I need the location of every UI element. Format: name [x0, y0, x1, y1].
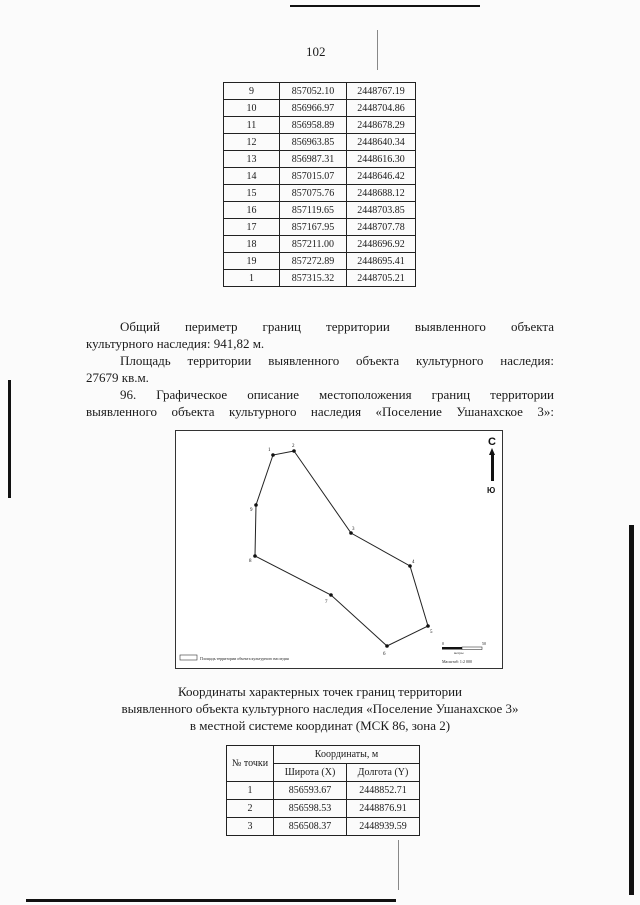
point-number: 18 — [224, 236, 280, 253]
scale-units: метры — [454, 651, 464, 655]
table-row — [224, 168, 416, 185]
header-point-number: № точки — [227, 746, 274, 782]
boundary-point-5 — [426, 624, 430, 628]
boundary-point-label-3: 3 — [352, 527, 355, 532]
coord-y: 2448688.12 — [347, 185, 416, 202]
boundary-point-label-6: 6 — [383, 652, 386, 657]
boundary-map-svg — [176, 431, 502, 668]
point-number: 13 — [224, 151, 280, 168]
table-row — [224, 151, 416, 168]
coord-x: 857052.10 — [280, 83, 347, 100]
header-latitude: Широта (X) — [274, 764, 347, 782]
table-header-row — [227, 746, 420, 764]
point-number: 1 — [224, 270, 280, 287]
graphic-description-paragraph — [86, 386, 554, 420]
perimeter-paragraph — [86, 318, 554, 352]
scan-line-left — [8, 380, 11, 498]
coord-x: 857167.95 — [280, 219, 347, 236]
caption-line-3: в местной системе координат (МСК 86, зона 2) — [189, 718, 451, 733]
table-row — [224, 219, 416, 236]
point-number: 17 — [224, 219, 280, 236]
boundary-point-8 — [253, 554, 257, 558]
boundary-polygon — [255, 451, 428, 646]
boundary-point-label-8: 8 — [249, 559, 252, 564]
boundary-map — [175, 430, 503, 669]
table-row — [224, 253, 416, 270]
table-row — [224, 236, 416, 253]
coord-y: 2448852.71 — [347, 782, 420, 800]
point-number: 16 — [224, 202, 280, 219]
boundary-point-label-1: 1 — [268, 448, 271, 453]
north-label: С — [488, 436, 496, 448]
boundary-point-label-9: 9 — [250, 508, 253, 513]
boundary-points — [249, 444, 433, 657]
coord-y: 2448616.30 — [347, 151, 416, 168]
coord-x: 857272.89 — [280, 253, 347, 270]
coord-y: 2448640.34 — [347, 134, 416, 151]
caption-line-2: выявленного объекта культурного наследия «Поселение Ушанахское 3» — [121, 701, 519, 716]
page-number: 102 — [306, 44, 326, 59]
point-number: 11 — [224, 117, 280, 134]
coord-x: 856508.37 — [274, 818, 347, 836]
graphic-line-1: 96. Графическое описание местоположения границ территории — [120, 387, 554, 402]
boundary-point-6 — [385, 644, 389, 648]
header-longitude: Долгота (Y) — [347, 764, 420, 782]
scale-right-label: 50 — [482, 641, 486, 646]
table-row — [224, 117, 416, 134]
scan-line-top — [290, 5, 480, 7]
south-label: Ю — [487, 486, 496, 495]
coordinates-table-continued — [223, 82, 416, 287]
coord-x: 857211.00 — [280, 236, 347, 253]
coord-x: 857315.32 — [280, 270, 347, 287]
boundary-point-label-7: 7 — [325, 600, 328, 605]
coord-x: 856958.89 — [280, 117, 347, 134]
coordinates-caption — [80, 683, 560, 734]
coord-x: 857119.65 — [280, 202, 347, 219]
table-row — [227, 800, 420, 818]
table-row — [227, 818, 420, 836]
area-paragraph — [86, 352, 554, 386]
point-number: 14 — [224, 168, 280, 185]
point-number: 19 — [224, 253, 280, 270]
boundary-point-label-4: 4 — [412, 560, 415, 565]
coord-y: 2448707.78 — [347, 219, 416, 236]
point-number: 1 — [227, 782, 274, 800]
coord-y: 2448939.59 — [347, 818, 420, 836]
legend-swatch — [180, 655, 197, 660]
coord-y: 2448767.19 — [347, 83, 416, 100]
coord-x: 856963.85 — [280, 134, 347, 151]
table-row — [227, 782, 420, 800]
scale-ratio: Масштаб: 1:2 000 — [442, 659, 473, 664]
coord-x: 856598.53 — [274, 800, 347, 818]
header-coordinates: Координаты, м — [274, 746, 420, 764]
point-number: 10 — [224, 100, 280, 117]
coord-y: 2448678.29 — [347, 117, 416, 134]
boundary-point-7 — [329, 593, 333, 597]
coord-y: 2448703.85 — [347, 202, 416, 219]
point-number: 9 — [224, 83, 280, 100]
scale-bar — [442, 641, 486, 664]
area-line-2: 27679 кв.м. — [86, 370, 149, 385]
coord-x: 856966.97 — [280, 100, 347, 117]
scan-line-right — [629, 525, 634, 895]
boundary-point-1 — [271, 453, 275, 457]
map-legend — [180, 655, 289, 661]
table-row — [224, 134, 416, 151]
table-row — [224, 100, 416, 117]
caption-line-1: Координаты характерных точек границ территории — [178, 684, 462, 699]
perimeter-line-2: культурного наследия: 941,82 м. — [86, 336, 265, 351]
coord-y: 2448696.92 — [347, 236, 416, 253]
table-row — [224, 202, 416, 219]
point-number: 3 — [227, 818, 274, 836]
legend-text: Площадь территории объекта культурного наследия — [200, 656, 289, 661]
coord-x: 856987.31 — [280, 151, 347, 168]
coord-y: 2448646.42 — [347, 168, 416, 185]
point-number: 15 — [224, 185, 280, 202]
table-row — [224, 83, 416, 100]
fold-line-upper — [377, 30, 378, 70]
table-row — [224, 270, 416, 287]
boundary-point-9 — [254, 503, 258, 507]
coordinates-table — [226, 745, 420, 836]
graphic-line-2: выявленного объекта культурного наследия «Поселение Ушанахское 3»: — [86, 404, 554, 419]
point-number: 12 — [224, 134, 280, 151]
north-arrow-icon — [487, 436, 496, 495]
perimeter-line-1: Общий периметр границ территории выявленного объекта — [120, 319, 554, 334]
coord-y: 2448705.21 — [347, 270, 416, 287]
table-row — [224, 185, 416, 202]
boundary-point-2 — [292, 449, 296, 453]
boundary-point-label-2: 2 — [292, 444, 295, 449]
coord-x: 857075.76 — [280, 185, 347, 202]
coord-x: 857015.07 — [280, 168, 347, 185]
scan-line-bottom — [26, 899, 396, 902]
coord-y: 2448876.91 — [347, 800, 420, 818]
coord-y: 2448695.41 — [347, 253, 416, 270]
scale-left-label: 0 — [442, 641, 444, 646]
boundary-point-label-5: 5 — [430, 630, 433, 635]
area-line-1: Площадь территории выявленного объекта культурного наследия: — [120, 353, 554, 368]
coord-y: 2448704.86 — [347, 100, 416, 117]
fold-line-lower — [398, 840, 399, 890]
point-number: 2 — [227, 800, 274, 818]
coord-x: 856593.67 — [274, 782, 347, 800]
